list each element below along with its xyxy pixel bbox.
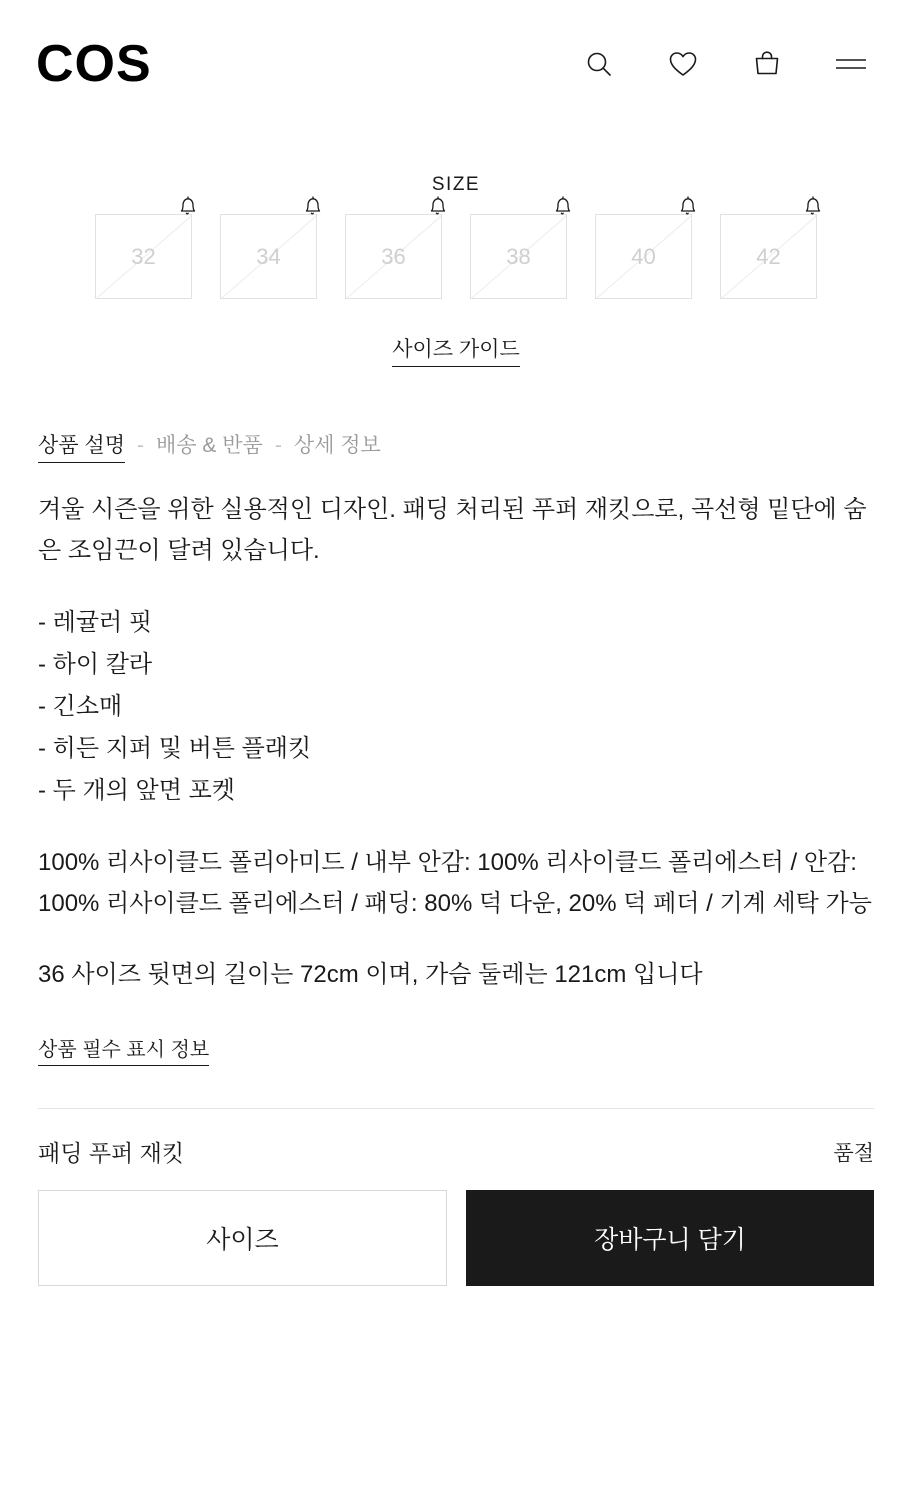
measurements-text: 36 사이즈 뒷면의 길이는 72cm 이며, 가슴 둘레는 121cm 입니다 bbox=[38, 961, 703, 989]
purchase-summary bbox=[38, 1135, 874, 1168]
bell-icon[interactable] bbox=[174, 192, 202, 220]
menu-icon[interactable] bbox=[834, 47, 868, 81]
feature-item: - 두 개의 앞면 포켓 bbox=[38, 776, 235, 804]
size-select-button[interactable]: 사이즈 bbox=[38, 1190, 447, 1286]
size-box[interactable] bbox=[720, 214, 817, 299]
feature-list bbox=[38, 602, 874, 812]
size-label: 42 bbox=[756, 243, 781, 269]
description-intro: 겨울 시즌을 위한 실용적인 디자인. 패딩 처리된 푸퍼 재킷으로, 곡선형 밑단에 숨은 조임끈이 달려 있습니다. bbox=[38, 496, 867, 565]
bell-icon[interactable] bbox=[674, 192, 702, 220]
size-label: 40 bbox=[631, 243, 656, 269]
bell-icon[interactable] bbox=[424, 192, 452, 220]
spacer bbox=[38, 924, 874, 954]
product-description bbox=[38, 489, 874, 995]
size-option-36[interactable] bbox=[345, 214, 442, 299]
add-to-cart-button[interactable]: 장바구니 담기 bbox=[466, 1190, 874, 1286]
size-box[interactable] bbox=[470, 214, 567, 299]
size-label: 36 bbox=[381, 243, 406, 269]
size-option-38[interactable] bbox=[470, 214, 567, 299]
feature-item: - 긴소매 bbox=[38, 692, 123, 720]
size-option-34[interactable] bbox=[220, 214, 317, 299]
info-tabs bbox=[38, 429, 874, 463]
spacer bbox=[38, 572, 874, 602]
bell-icon[interactable] bbox=[799, 192, 827, 220]
feature-item: - 하이 칼라 bbox=[38, 650, 153, 678]
size-option-40[interactable] bbox=[595, 214, 692, 299]
spacer bbox=[38, 812, 874, 842]
tab-separator: - bbox=[274, 434, 282, 457]
required-info-link[interactable]: 상품 필수 표시 정보 bbox=[38, 1033, 209, 1066]
size-label: 38 bbox=[506, 243, 531, 269]
bell-icon[interactable] bbox=[299, 192, 327, 220]
bell-icon[interactable] bbox=[549, 192, 577, 220]
header-icon-group bbox=[582, 47, 876, 81]
materials-text: 100% 리사이클드 폴리아미드 / 내부 안감: 100% 리사이클드 폴리에스터 / 안감: 100% 리사이클드 폴리에스터 / 패딩: 80% 덕 다운, 20% 덕 페더 / 기계 세탁 가능 bbox=[38, 848, 872, 917]
size-title: SIZE bbox=[431, 174, 481, 195]
site-header bbox=[0, 0, 912, 128]
section-divider bbox=[38, 1108, 874, 1109]
cos-logo[interactable]: COS bbox=[36, 35, 152, 93]
tab-description[interactable]: 상품 설명 bbox=[38, 429, 125, 463]
size-label: 32 bbox=[131, 243, 156, 269]
bag-icon[interactable] bbox=[750, 47, 784, 81]
tab-separator: - bbox=[136, 434, 144, 457]
size-box[interactable] bbox=[220, 214, 317, 299]
size-option-32[interactable] bbox=[95, 214, 192, 299]
size-box[interactable] bbox=[595, 214, 692, 299]
product-title: 패딩 푸퍼 재킷 bbox=[38, 1140, 185, 1167]
feature-item: - 레귤러 핏 bbox=[38, 608, 153, 636]
size-box[interactable] bbox=[345, 214, 442, 299]
size-guide-link[interactable]: 사이즈 가이드 bbox=[392, 333, 520, 367]
size-label: 34 bbox=[256, 243, 281, 269]
size-option-row bbox=[0, 214, 912, 299]
size-option-42[interactable] bbox=[720, 214, 817, 299]
search-icon[interactable] bbox=[582, 47, 616, 81]
tab-details[interactable]: 상세 정보 bbox=[293, 434, 381, 457]
status-badge: 품절 bbox=[833, 1141, 874, 1165]
size-selector bbox=[0, 174, 912, 367]
heart-icon[interactable] bbox=[666, 47, 700, 81]
purchase-actions bbox=[38, 1190, 874, 1286]
size-box[interactable] bbox=[95, 214, 192, 299]
feature-item: - 히든 지퍼 및 버튼 플래킷 bbox=[38, 734, 312, 762]
tab-delivery-returns[interactable]: 배송 & 반품 bbox=[155, 434, 263, 457]
